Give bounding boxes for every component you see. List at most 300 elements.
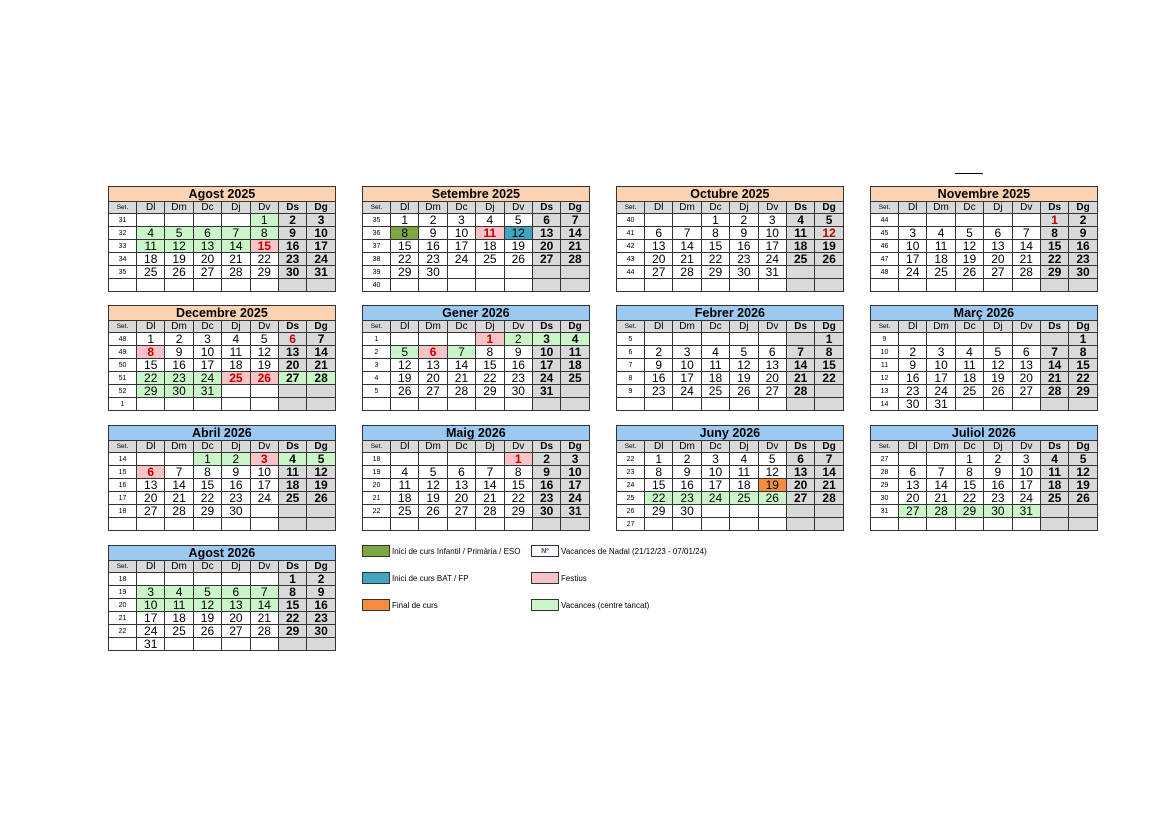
- weekday-header: Dm: [673, 202, 701, 214]
- week-row: [109, 573, 336, 586]
- day-cell: 14: [927, 479, 955, 492]
- day-cell: 7: [561, 214, 589, 227]
- day-cell: 1: [193, 453, 221, 466]
- empty-cell: [1012, 333, 1040, 346]
- day-cell: 11: [391, 479, 419, 492]
- week-number: 42: [617, 240, 645, 253]
- week-number: 51: [109, 372, 137, 385]
- day-cell: 10: [673, 359, 701, 372]
- empty-cell: [730, 518, 758, 531]
- day-cell: 18: [222, 359, 250, 372]
- day-cell: 19: [984, 372, 1012, 385]
- week-row: [617, 266, 844, 279]
- day-cell: 8: [137, 346, 165, 359]
- month-title: Setembre 2025: [363, 187, 590, 202]
- day-cell: 27: [786, 492, 814, 505]
- empty-cell: [391, 518, 419, 531]
- day-cell: 2: [504, 333, 532, 346]
- month-title: Agost 2025: [109, 187, 336, 202]
- week-row: [109, 479, 336, 492]
- empty-cell: [815, 505, 843, 518]
- day-cell: 27: [222, 625, 250, 638]
- empty-cell: [561, 398, 589, 411]
- month-title: Agost 2026: [109, 546, 336, 561]
- day-cell: 23: [1069, 253, 1097, 266]
- month-calendar: [870, 425, 1097, 531]
- day-cell: 26: [391, 385, 419, 398]
- week-header: Set.: [617, 202, 645, 214]
- day-cell: 7: [165, 466, 193, 479]
- week-number: 27: [871, 453, 899, 466]
- empty-cell: [955, 214, 983, 227]
- weekday-header: Dc: [955, 202, 983, 214]
- week-number: 5: [363, 385, 391, 398]
- swatch-nadal: Nº: [531, 545, 559, 557]
- day-cell: 24: [1012, 492, 1040, 505]
- week-number: 35: [109, 266, 137, 279]
- day-cell: 18: [476, 240, 504, 253]
- month-table: [362, 186, 590, 292]
- day-cell: 6: [193, 227, 221, 240]
- month-calendar: [362, 305, 589, 411]
- empty-cell: [673, 518, 701, 531]
- empty-cell: [165, 518, 193, 531]
- day-cell: 24: [250, 492, 278, 505]
- week-row: [871, 214, 1098, 227]
- week-row: [871, 240, 1098, 253]
- weekday-header: Dl: [137, 561, 165, 573]
- day-cell: 9: [419, 227, 447, 240]
- week-row: [109, 466, 336, 479]
- weekday-header: Dg: [815, 202, 843, 214]
- week-row: [363, 214, 590, 227]
- week-row: [871, 466, 1098, 479]
- weekday-header: Dj: [222, 441, 250, 453]
- empty-cell: [701, 398, 729, 411]
- week-row: [363, 518, 590, 531]
- empty-cell: [250, 638, 278, 651]
- day-cell: 13: [193, 240, 221, 253]
- week-number: [871, 279, 899, 292]
- week-row: [363, 266, 590, 279]
- empty-cell: [645, 398, 673, 411]
- week-number: [871, 518, 899, 531]
- day-cell: 6: [278, 333, 306, 346]
- empty-cell: [758, 518, 786, 531]
- day-cell: 24: [137, 625, 165, 638]
- day-cell: 26: [955, 266, 983, 279]
- month-table: [108, 186, 336, 292]
- day-cell: 18: [1040, 479, 1068, 492]
- day-cell: 20: [1012, 372, 1040, 385]
- day-cell: 23: [673, 492, 701, 505]
- empty-cell: [673, 333, 701, 346]
- week-number: 49: [109, 346, 137, 359]
- day-cell: 13: [278, 346, 306, 359]
- day-cell: 22: [504, 492, 532, 505]
- weekday-header: Dl: [391, 441, 419, 453]
- day-cell: 3: [250, 453, 278, 466]
- day-cell: 8: [1040, 227, 1068, 240]
- empty-cell: [955, 279, 983, 292]
- day-cell: 28: [1012, 266, 1040, 279]
- week-header: Set.: [109, 561, 137, 573]
- day-cell: 14: [222, 240, 250, 253]
- empty-cell: [984, 333, 1012, 346]
- week-header: Set.: [617, 321, 645, 333]
- week-row: [871, 398, 1098, 411]
- day-cell: 24: [561, 492, 589, 505]
- day-cell: 4: [1040, 453, 1068, 466]
- day-cell: 8: [1069, 346, 1097, 359]
- week-number: 22: [363, 505, 391, 518]
- weekday-header: Dm: [165, 321, 193, 333]
- day-cell: 3: [899, 227, 927, 240]
- week-row: [363, 492, 590, 505]
- week-row: [617, 279, 844, 292]
- empty-cell: [165, 638, 193, 651]
- empty-cell: [391, 398, 419, 411]
- day-cell: 5: [815, 214, 843, 227]
- month-table: [616, 186, 844, 292]
- week-row: [109, 227, 336, 240]
- empty-cell: [955, 333, 983, 346]
- week-header: Set.: [363, 441, 391, 453]
- empty-cell: [927, 518, 955, 531]
- empty-cell: [815, 266, 843, 279]
- empty-cell: [137, 573, 165, 586]
- day-cell: 30: [504, 385, 532, 398]
- day-cell: 15: [1069, 359, 1097, 372]
- day-cell: 13: [984, 240, 1012, 253]
- day-cell: 8: [391, 227, 419, 240]
- weekday-header: Dg: [1069, 321, 1097, 333]
- day-cell: 2: [645, 346, 673, 359]
- day-cell: 5: [758, 453, 786, 466]
- day-cell: 27: [899, 505, 927, 518]
- empty-cell: [1012, 279, 1040, 292]
- week-row: [617, 492, 844, 505]
- month-calendar: [616, 425, 843, 531]
- weekday-header: Ds: [1040, 321, 1068, 333]
- week-header: Set.: [617, 441, 645, 453]
- empty-cell: [222, 638, 250, 651]
- empty-cell: [815, 279, 843, 292]
- week-row: [109, 253, 336, 266]
- week-header: Set.: [871, 321, 899, 333]
- week-number: 46: [871, 240, 899, 253]
- week-number: 47: [871, 253, 899, 266]
- week-number: 20: [363, 479, 391, 492]
- empty-cell: [476, 398, 504, 411]
- empty-cell: [815, 398, 843, 411]
- week-row: [109, 346, 336, 359]
- empty-cell: [250, 279, 278, 292]
- day-cell: 13: [786, 466, 814, 479]
- week-number: 19: [109, 586, 137, 599]
- day-cell: 7: [250, 586, 278, 599]
- day-cell: 25: [927, 266, 955, 279]
- week-number: 24: [617, 479, 645, 492]
- week-number: 10: [871, 346, 899, 359]
- day-cell: 14: [476, 479, 504, 492]
- day-cell: 12: [165, 240, 193, 253]
- day-cell: 14: [561, 227, 589, 240]
- swatch-end: [362, 599, 390, 611]
- day-cell: 17: [193, 359, 221, 372]
- day-cell: 18: [561, 359, 589, 372]
- day-cell: 19: [419, 492, 447, 505]
- day-cell: 17: [927, 372, 955, 385]
- day-cell: 21: [1040, 372, 1068, 385]
- weekday-header: Dl: [645, 202, 673, 214]
- weekday-header: Dl: [137, 321, 165, 333]
- week-header: Set.: [363, 321, 391, 333]
- day-cell: 13: [419, 359, 447, 372]
- day-cell: 1: [278, 573, 306, 586]
- week-row: [109, 359, 336, 372]
- day-cell: 20: [645, 253, 673, 266]
- day-cell: 14: [307, 346, 336, 359]
- day-cell: 21: [927, 492, 955, 505]
- weekday-header: Dl: [645, 321, 673, 333]
- day-cell: 19: [1069, 479, 1097, 492]
- empty-cell: [927, 214, 955, 227]
- day-cell: 8: [701, 227, 729, 240]
- legend-start-bat: [362, 572, 469, 584]
- swatch-festius: [531, 572, 559, 584]
- day-cell: 25: [1040, 492, 1068, 505]
- week-number: 7: [617, 359, 645, 372]
- empty-cell: [222, 573, 250, 586]
- day-cell: 19: [193, 612, 221, 625]
- day-cell: 7: [447, 346, 475, 359]
- day-cell: 27: [758, 385, 786, 398]
- month-calendar: [362, 425, 589, 531]
- weekday-header: Dm: [673, 321, 701, 333]
- day-cell: 10: [927, 359, 955, 372]
- day-cell: 15: [955, 479, 983, 492]
- day-cell: 7: [1012, 227, 1040, 240]
- month-table: [362, 425, 590, 531]
- empty-cell: [307, 279, 335, 292]
- day-cell: 3: [561, 453, 589, 466]
- empty-cell: [899, 518, 927, 531]
- day-cell: 25: [137, 266, 165, 279]
- week-row: [617, 372, 844, 385]
- week-row: [871, 518, 1098, 531]
- empty-cell: [391, 453, 419, 466]
- week-row: [363, 479, 590, 492]
- empty-cell: [137, 279, 165, 292]
- empty-cell: [165, 214, 193, 227]
- empty-cell: [1069, 518, 1097, 531]
- day-cell: 25: [955, 385, 983, 398]
- day-cell: 30: [419, 266, 447, 279]
- day-cell: 26: [419, 505, 447, 518]
- day-cell: 7: [673, 227, 701, 240]
- day-cell: 11: [165, 599, 193, 612]
- empty-cell: [730, 279, 758, 292]
- day-cell: 9: [278, 227, 306, 240]
- day-cell: 14: [250, 599, 278, 612]
- day-cell: 2: [419, 214, 447, 227]
- week-number: 44: [617, 266, 645, 279]
- empty-cell: [391, 333, 419, 346]
- day-cell: 23: [730, 253, 758, 266]
- weekday-header: Dj: [984, 441, 1012, 453]
- day-cell: 3: [758, 214, 786, 227]
- day-cell: 12: [730, 359, 758, 372]
- weekday-header: Dl: [899, 321, 927, 333]
- day-cell: 6: [137, 466, 165, 479]
- empty-cell: [532, 398, 560, 411]
- month-title: Novembre 2025: [871, 187, 1098, 202]
- day-cell: 2: [730, 214, 758, 227]
- week-number: 44: [871, 214, 899, 227]
- day-cell: 3: [532, 333, 560, 346]
- week-number: 9: [871, 333, 899, 346]
- day-cell: 13: [447, 479, 475, 492]
- day-cell: 7: [927, 466, 955, 479]
- weekday-header: Dv: [758, 321, 786, 333]
- week-row: [109, 240, 336, 253]
- week-row: [109, 453, 336, 466]
- day-cell: 9: [504, 346, 532, 359]
- day-cell: 8: [955, 466, 983, 479]
- day-cell: 14: [786, 359, 814, 372]
- week-row: [109, 625, 336, 638]
- day-cell: 11: [278, 466, 306, 479]
- weekday-header: Ds: [532, 202, 560, 214]
- empty-cell: [1040, 333, 1068, 346]
- day-cell: 9: [730, 227, 758, 240]
- day-cell: 7: [786, 346, 814, 359]
- day-cell: 1: [504, 453, 532, 466]
- weekday-header: Dg: [815, 321, 843, 333]
- empty-cell: [673, 398, 701, 411]
- legend-start-primary-label: Inici de curs Infantil / Primària / ESO: [392, 546, 521, 556]
- month-title: Juliol 2026: [871, 426, 1098, 441]
- day-cell: 20: [278, 359, 306, 372]
- day-cell: 31: [561, 505, 589, 518]
- week-number: 28: [871, 466, 899, 479]
- day-cell: 14: [1040, 359, 1068, 372]
- week-row: [363, 372, 590, 385]
- day-cell: 22: [1069, 372, 1097, 385]
- month-calendar: [362, 186, 589, 292]
- month-table: [362, 305, 590, 411]
- day-cell: 12: [815, 227, 843, 240]
- day-cell: 9: [532, 466, 560, 479]
- day-cell: 6: [899, 466, 927, 479]
- day-cell: 7: [307, 333, 336, 346]
- day-cell: 27: [278, 372, 306, 385]
- empty-cell: [278, 398, 306, 411]
- week-row: [363, 505, 590, 518]
- day-cell: 15: [504, 479, 532, 492]
- week-row: [871, 372, 1098, 385]
- legend-festius: [531, 572, 587, 584]
- week-number: 9: [617, 385, 645, 398]
- weekday-header: Dc: [955, 441, 983, 453]
- day-cell: 4: [137, 227, 165, 240]
- day-cell: 17: [447, 240, 475, 253]
- week-row: [871, 346, 1098, 359]
- empty-cell: [1040, 518, 1068, 531]
- empty-cell: [250, 505, 278, 518]
- empty-cell: [927, 279, 955, 292]
- empty-cell: [165, 279, 193, 292]
- day-cell: 16: [1069, 240, 1097, 253]
- weekday-header: Dj: [984, 202, 1012, 214]
- day-cell: 8: [193, 466, 221, 479]
- month-title: Abril 2026: [109, 426, 336, 441]
- day-cell: 15: [250, 240, 278, 253]
- day-cell: 16: [532, 479, 560, 492]
- empty-cell: [1069, 398, 1097, 411]
- day-cell: 16: [730, 240, 758, 253]
- day-cell: 26: [815, 253, 843, 266]
- weekday-header: Dj: [476, 441, 504, 453]
- weekday-header: Dm: [165, 202, 193, 214]
- day-cell: 5: [391, 346, 419, 359]
- weekday-header: Ds: [786, 321, 814, 333]
- day-cell: 1: [955, 453, 983, 466]
- empty-cell: [447, 266, 475, 279]
- day-cell: 25: [278, 492, 306, 505]
- day-cell: 17: [137, 612, 165, 625]
- day-cell: 18: [786, 240, 814, 253]
- day-cell: 7: [1040, 346, 1068, 359]
- week-row: [109, 586, 336, 599]
- day-cell: 16: [899, 372, 927, 385]
- day-cell: 10: [561, 466, 589, 479]
- day-cell: 28: [927, 505, 955, 518]
- day-cell: 5: [504, 214, 532, 227]
- weekday-header: Dv: [1012, 321, 1040, 333]
- empty-cell: [532, 279, 560, 292]
- week-row: [109, 492, 336, 505]
- day-cell: 28: [307, 372, 336, 385]
- day-cell: 12: [193, 599, 221, 612]
- week-row: [617, 398, 844, 411]
- week-row: [617, 333, 844, 346]
- weekday-header: Dc: [447, 321, 475, 333]
- week-number: 23: [617, 466, 645, 479]
- weekday-header: Dv: [504, 321, 532, 333]
- day-cell: 27: [193, 266, 221, 279]
- day-cell: 25: [391, 505, 419, 518]
- day-cell: 3: [673, 346, 701, 359]
- day-cell: 30: [673, 505, 701, 518]
- day-cell: 8: [278, 586, 306, 599]
- day-cell: 27: [1012, 385, 1040, 398]
- day-cell: 22: [1040, 253, 1068, 266]
- day-cell: 13: [758, 359, 786, 372]
- week-number: 22: [109, 625, 137, 638]
- empty-cell: [927, 333, 955, 346]
- day-cell: 13: [899, 479, 927, 492]
- day-cell: 20: [137, 492, 165, 505]
- day-cell: 27: [137, 505, 165, 518]
- day-cell: 31: [927, 398, 955, 411]
- day-cell: 25: [561, 372, 589, 385]
- day-cell: 16: [504, 359, 532, 372]
- weekday-header: Dm: [419, 202, 447, 214]
- week-number: 2: [363, 346, 391, 359]
- day-cell: 6: [419, 346, 447, 359]
